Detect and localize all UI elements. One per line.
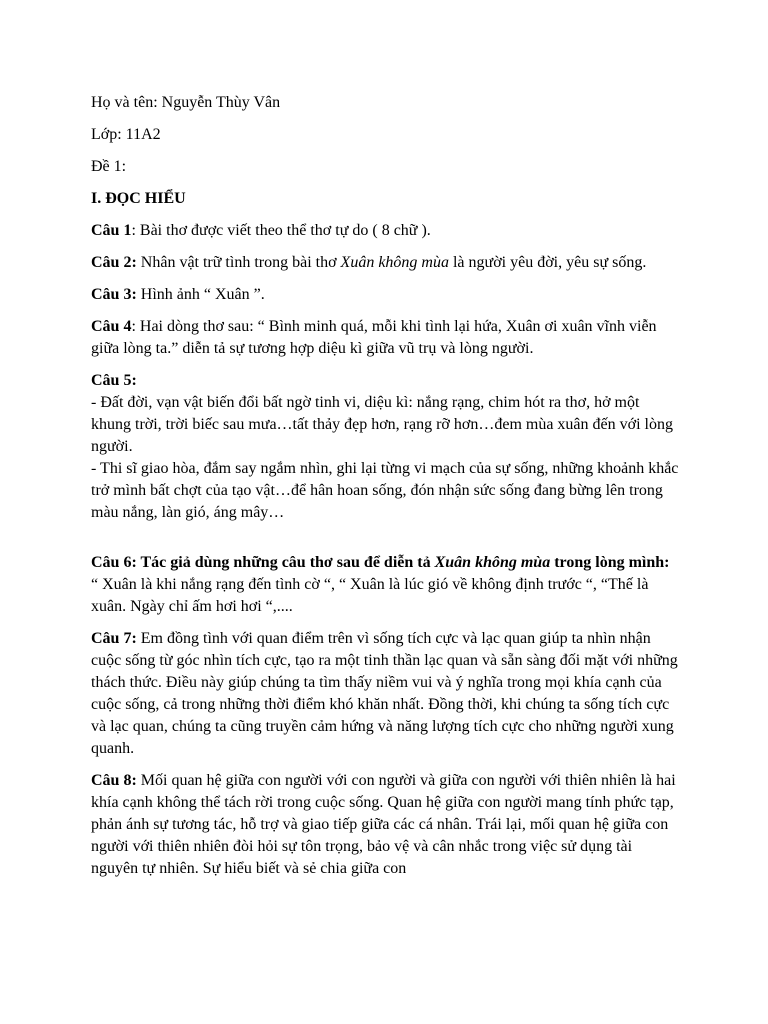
- answer-6: [91, 552, 679, 618]
- document-body: [91, 92, 679, 890]
- answer-6-text: “ Xuân là khi nắng rạng đến tình cờ “, “ Xuân là lúc gió về không định trước “, “Thế là xuân. Ngày chỉ ấm hơi hơi “,....: [91, 576, 649, 615]
- answer-7-text: Em đồng tình với quan điểm trên vì sống tích cực và lạc quan giúp ta nhìn nhận cuộc sống từ góc nhìn tích cực, tạo ra một tinh thần lạc quan và sẵn sàng đối mặt với những thách thức. Điều này giúp chúng ta tìm thấy niềm vui và ý nghĩa trong mọi khía cạnh của cuộc sống, cả trong những thời điểm khó khăn nhất. Đồng thời, khi chúng ta sống tích cực và lạc quan, chúng ta cũng truyền cảm hứng và năng lượng tích cực cho những người xung quanh.: [91, 630, 678, 757]
- answer-1-text: : Bài thơ được viết theo thể thơ tự do ( 8 chữ ).: [131, 222, 431, 239]
- answer-2: Câu 2: Nhân vật trữ tình trong bài thơ Xuân không mùa là người yêu đời, yêu sự sống.: [91, 254, 647, 271]
- answer-5-line-2: - Thi sĩ giao hòa, đắm say ngắm nhìn, ghi lại từng vi mạch của sự sống, những khoảnh khắc trở mình bất chợt của tạo vật…để hân hoan sống, đón nhận sức sống đang bừng lên trong màu nắng, làn gió, áng mây…: [91, 460, 679, 521]
- answer-8: [91, 770, 679, 880]
- answer-6-label: Câu 6: Tác giả dùng những câu thơ sau để diễn tả Xuân không mùa trong lòng mình:: [91, 554, 670, 571]
- answer-4-text: : Hai dòng thơ sau: “ Bình minh quá, mỗi khi tình lại hứa, Xuân ơi xuân vĩnh viễn giữa lòng ta.” diễn tả sự tương hợp diệu kì giữa vũ trụ và lòng người.: [91, 318, 657, 357]
- answer-3-text: Hình ảnh “ Xuân ”.: [136, 286, 265, 303]
- answer-4: [91, 316, 679, 360]
- answer-7-label: Câu 7:: [91, 630, 137, 647]
- answer-3-label: Câu 3:: [91, 286, 137, 303]
- section-title: I. ĐỌC HIỂU: [91, 190, 186, 207]
- answer-8-text: Mối quan hệ giữa con người với con người và giữa con người với thiên nhiên là hai khía cạnh không thể tách rời trong cuộc sống. Quan hệ giữa con người mang tính phức tạp, phản ánh sự tương tác, hỗ trợ và giao tiếp giữa các cá nhân. Trái lại, mối quan hệ giữa con người với thiên nhiên đòi hỏi sự tôn trọng, bảo vệ và cân nhắc trong việc sử dụng tài nguyên tự nhiên. Sự hiểu biết và sẻ chia giữa con: [91, 772, 676, 877]
- answer-4-label: Câu 4: [91, 318, 132, 335]
- poem-title: Xuân không mùa: [340, 254, 449, 271]
- exam-number: Đề 1:: [91, 158, 127, 175]
- answer-2-label: Câu 2:: [91, 254, 137, 271]
- answer-1-label: Câu 1: [91, 222, 132, 239]
- student-class: Lớp: 11A2: [91, 126, 161, 143]
- answer-1: [91, 220, 679, 242]
- answer-5: [91, 370, 679, 524]
- answer-5-line-1: - Đất đời, vạn vật biến đổi bất ngờ tinh vi, diệu kì: nắng rạng, chim hót ra thơ, hở một khung trời, trời biếc sau mưa…tất thảy đẹp hơn, rạng rỡ hơn…đem mùa xuân đến với lòng người.: [91, 394, 673, 455]
- answer-5-label: Câu 5:: [91, 372, 137, 389]
- answer-8-label: Câu 8:: [91, 772, 137, 789]
- answer-7: [91, 628, 679, 760]
- answer-3: [91, 284, 679, 306]
- student-name: Họ và tên: Nguyễn Thùy Vân: [91, 94, 281, 111]
